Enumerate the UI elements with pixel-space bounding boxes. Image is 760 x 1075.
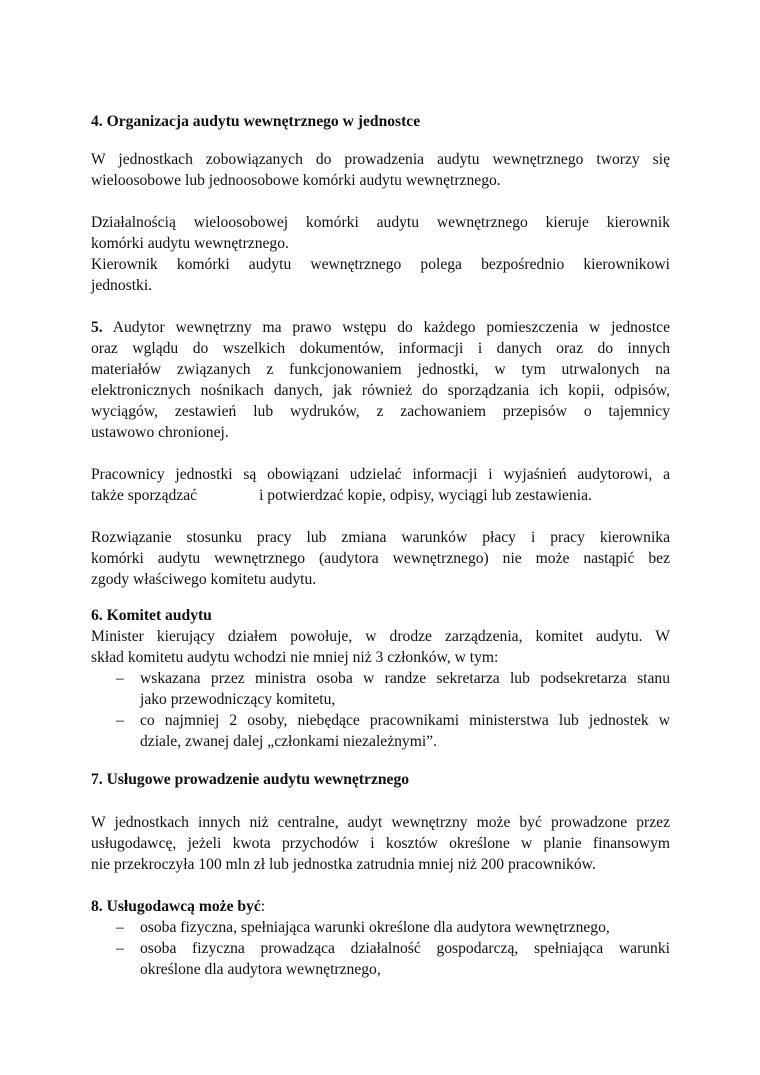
text-line: Minister kierujący działem powołuje, w drodze zarządzenia, komitet audytu. W — [91, 628, 670, 645]
section-6-heading: 6. Komitet audytu — [91, 607, 212, 624]
bullet-dash: – — [116, 670, 124, 687]
text-line: skład komitetu audytu wchodzi nie mniej niż 3 członków, w tym: — [91, 649, 499, 666]
text-line: komórki audytu wewnętrznego. — [91, 235, 289, 252]
text-line: komórki audytu wewnętrznego (audytora wewnętrznego) nie może nastąpić bez — [91, 550, 670, 567]
section-4-heading: 4. Organizacja audytu wewnętrznego w jednostce — [91, 113, 421, 130]
text-line: materiałów związanych z funkcjonowaniem jednostki, w tym utrwalonych na — [91, 361, 670, 378]
text-line: nie przekroczyła 100 mln zł lub jednostka zatrudnia mniej niż 200 pracowników. — [91, 856, 596, 873]
text-line: Rozwiązanie stosunku pracy lub zmiana warunków płacy i pracy kierownika — [91, 529, 670, 546]
text-line: wyciągów, zestawień lub wydruków, z zachowaniem przepisów o tajemnicy — [91, 403, 670, 420]
text-line — [91, 317, 670, 338]
list-item: osoba fizyczna prowadząca działalność gospodarczą, spełniająca warunki — [140, 940, 670, 957]
list-item: dziale, zwanej dalej „członkami niezależnymi”. — [140, 733, 437, 750]
section-8-heading — [91, 896, 670, 917]
text-line: wieloosobowe lub jednoosobowe komórki audytu wewnętrznego. — [91, 172, 501, 189]
list-item: jako przewodniczący komitetu, — [140, 691, 336, 708]
text-line: elektronicznych nośnikach danych, jak również do sporządzania ich kopii, odpisów, — [91, 382, 670, 399]
section-5-number: 5. — [91, 319, 103, 336]
list-item: wskazana przez ministra osoba w randze sekretarza lub podsekretarza stanu — [140, 670, 670, 687]
text-line: Działalnością wieloosobowej komórki audytu wewnętrznego kieruje kierownik — [91, 214, 670, 231]
bullet-dash: – — [116, 919, 124, 936]
text-span: i potwierdzać kopie, odpisy, wyciągi lub zestawienia. — [259, 487, 592, 504]
text-line: Pracownicy jednostki są obowiązani udzielać informacji i wyjaśnień audytorowi, a — [91, 466, 670, 483]
text-line: jednostki. — [91, 277, 153, 294]
text-line — [91, 485, 670, 506]
text-line: oraz wglądu do wszelkich dokumentów, informacji i danych oraz do innych — [91, 340, 670, 357]
text-span: Audytor wewnętrzny ma prawo wstępu do każdego pomieszczenia w jednostce — [112, 319, 671, 336]
heading-text: 8. Usługodawcą może być — [91, 898, 261, 915]
text-line: ustawowo chronionej. — [91, 424, 229, 441]
text-line: W jednostkach innych niż centralne, audyt wewnętrzny może być prowadzone przez — [91, 814, 670, 831]
text-line: W jednostkach zobowiązanych do prowadzenia audytu wewnętrznego tworzy się — [91, 151, 670, 168]
list-item: co najmniej 2 osoby, niebędące pracownikami ministerstwa lub jednostek w — [140, 712, 670, 729]
bullet-dash: – — [116, 712, 124, 729]
section-7-heading: 7. Usługowe prowadzenie audytu wewnętrznego — [91, 771, 410, 788]
heading-colon: : — [260, 898, 266, 915]
list-item: osoba fizyczna, spełniająca warunki określone dla audytora wewnętrznego, — [140, 919, 610, 936]
text-line: Kierownik komórki audytu wewnętrznego polega bezpośrednio kierownikowi — [91, 256, 670, 273]
text-line: usługodawcę, jeżeli kwota przychodów i kosztów określone w planie finansowym — [91, 835, 670, 852]
bullet-dash: – — [116, 940, 124, 957]
list-item: określone dla audytora wewnętrznego, — [140, 961, 381, 978]
text-span: także sporządzać — [91, 487, 198, 504]
text-line: zgody właściwego komitetu audytu. — [91, 571, 317, 588]
